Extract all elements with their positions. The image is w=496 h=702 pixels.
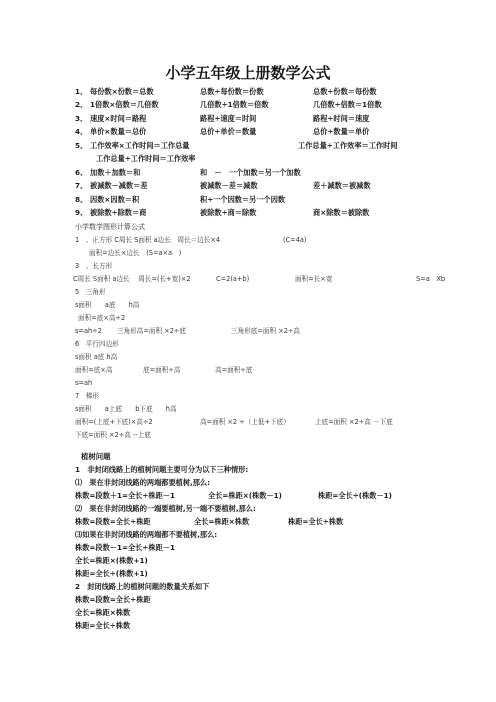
triangle-heading: 5 三角形 (75, 288, 106, 296)
formula-text: 速度×时间＝路程 (90, 114, 147, 123)
formula-text: 单价×数量＝总价 (90, 127, 147, 136)
formula-text: 每份数×份数＝总数 (90, 87, 154, 96)
formula-number: 6、 (75, 168, 88, 177)
formula-text: 商×除数＝被除数 (313, 208, 370, 217)
parallelogram-vars: s面积 a底 h高 (75, 353, 118, 361)
formula-text: 加数＋加数＝和 (90, 168, 141, 177)
triangle-height: 三角形高=面积 ×2÷底 (117, 327, 187, 335)
tree-formula: 全长=株距×株数 (194, 517, 250, 526)
formula-text: 总价÷单价＝数量 (200, 127, 257, 136)
square-perimeter-formula: (C=4a) (283, 236, 307, 244)
parallelogram-heading: 6 平行四边形 (75, 340, 119, 348)
trapezoid-top-base: 上底=面积 ×2÷高 －下底 (315, 418, 393, 426)
tree-heading: 植树问题 (81, 452, 111, 461)
tree-formula: 全长=株距×(株数－1) (208, 491, 282, 500)
formula-text: 总价÷数量＝单价 (313, 127, 370, 136)
formula-text: 被除数÷除数＝商 (90, 208, 147, 217)
tree-formula: 株数=段数=全长÷株距 (75, 517, 151, 526)
tree-line: 2 封闭线路上的植树问题的数量关系如下 (75, 582, 210, 591)
tree-line: 株距=全长÷(株数+1) (75, 569, 148, 578)
formula-text: 积÷一个因数＝另一个因数 (200, 195, 286, 204)
formula-text: 1倍数×倍数＝几倍数 (90, 100, 159, 109)
formula-number: 5、 (75, 141, 88, 150)
formula-number: 7、 (75, 181, 88, 190)
triangle-vars: s面积 a底 h高 (75, 301, 140, 309)
tree-line: 全长=株距×株数 (75, 608, 131, 617)
formula-number: 3、 (75, 114, 88, 123)
formula-number: 8、 (75, 195, 88, 204)
tree-formula: 株距=全长÷(株数－1) (318, 491, 392, 500)
triangle-base: 三角形底=面积 ×2÷高 (231, 327, 301, 335)
tree-formula: 株距=全长÷株数 (288, 517, 344, 526)
tree-line: ⑶如果在非封闭线路的两端都不要植树,那么: (75, 530, 218, 539)
formula-text: 总数÷份数＝每份数 (313, 87, 377, 96)
tree-line: 1 非封闭线路上的植树问题主要可分为以下三种情形: (75, 465, 249, 474)
triangle-area: 面积=底×高÷2 (78, 314, 126, 322)
formula-text: 路程÷速度＝时间 (200, 114, 257, 123)
trapezoid-heading: 7 梯形 (75, 392, 99, 400)
tree-line: 株距=全长÷株数 (75, 621, 131, 630)
trapezoid-height: 高=面积 ×2 ÷（上低+下底） (200, 418, 290, 426)
formula-number: 2、 (75, 100, 88, 109)
tree-line: ⑵ 果在非封闭线路的一端要植树,另一端不要植树,那么: (75, 504, 256, 513)
formula-text: 路程÷时间＝速度 (313, 114, 370, 123)
page-title: 小学五年级上册数学公式 (165, 64, 331, 82)
parallelogram-formula-s: s=ah (75, 379, 93, 387)
formula-text: 工作总量÷工作效率＝工作时间 (298, 141, 398, 150)
trapezoid-bottom-base: 下底=面积 ×2÷高 --上底 (75, 431, 151, 439)
formula-text: 和 － 一个加数＝另一个加数 (200, 168, 301, 177)
tree-line: 株数=段数－1=全长÷株距－1 (75, 543, 175, 552)
formula-text: 被减数－减数＝差 (90, 181, 148, 190)
formula-text: 被减数－差＝减数 (200, 181, 258, 190)
rectangle-heading: 3 、长方形 (75, 262, 113, 270)
formula-text: 差＋减数＝被减数 (313, 181, 371, 190)
tree-formula: 株数=段数＋1=全长÷株距－1 (75, 491, 175, 500)
parallelogram-base: 底=面积÷高 (143, 366, 181, 374)
formula-text: 工作效率×工作时间＝工作总量 (90, 141, 190, 150)
formula-text: 几倍数÷1倍数＝倍数 (200, 100, 269, 109)
formula-number: 9、 (75, 208, 88, 217)
formula-number: 1、 (75, 87, 88, 96)
formula-text: 被除数÷商＝除数 (200, 208, 257, 217)
tree-line: 全长=株距×(株数+1) (75, 556, 148, 565)
trapezoid-area: 面积=(上底+下底)×高÷2 (75, 418, 153, 426)
formula-number: 4、 (75, 127, 88, 136)
rectangle-area: 面积=长×宽 (295, 275, 333, 283)
formula-text: 工作总量÷工作时间＝工作效率 (96, 154, 196, 163)
parallelogram-area: 面积=底×高 (75, 366, 113, 374)
geometry-heading: 小学数学图形计算公式 (75, 223, 145, 231)
tree-line: ⑴ 果在非封闭线路的两端都要植树,那么: (75, 478, 210, 487)
rectangle-perimeter-formula: C=2(a+b) (216, 275, 250, 283)
formula-text: 总数÷每份数＝份数 (200, 87, 264, 96)
formula-text: 因数×因数＝积 (90, 195, 140, 204)
parallelogram-height: 高=面积÷底 (215, 366, 253, 374)
triangle-formula-s: s=ah÷2 (75, 327, 102, 335)
rectangle-area-formula: S=a Xb (416, 275, 446, 283)
formula-text: 几倍数÷倍数＝1倍数 (313, 100, 382, 109)
rectangle-perimeter: C周长 S面积 a边长 周长=(长+宽)×2 (73, 275, 191, 283)
trapezoid-vars: s面积 a上底 b下底 h高 (75, 405, 177, 413)
square-area-line: 面积=边长×边长 (S=a×a ) (89, 249, 182, 257)
tree-line: 株数=段数=全长÷株距 (75, 595, 151, 604)
square-heading-text: 1 、正方形 C周长 S面积 a边长 周长＝边长×4 (75, 236, 221, 244)
